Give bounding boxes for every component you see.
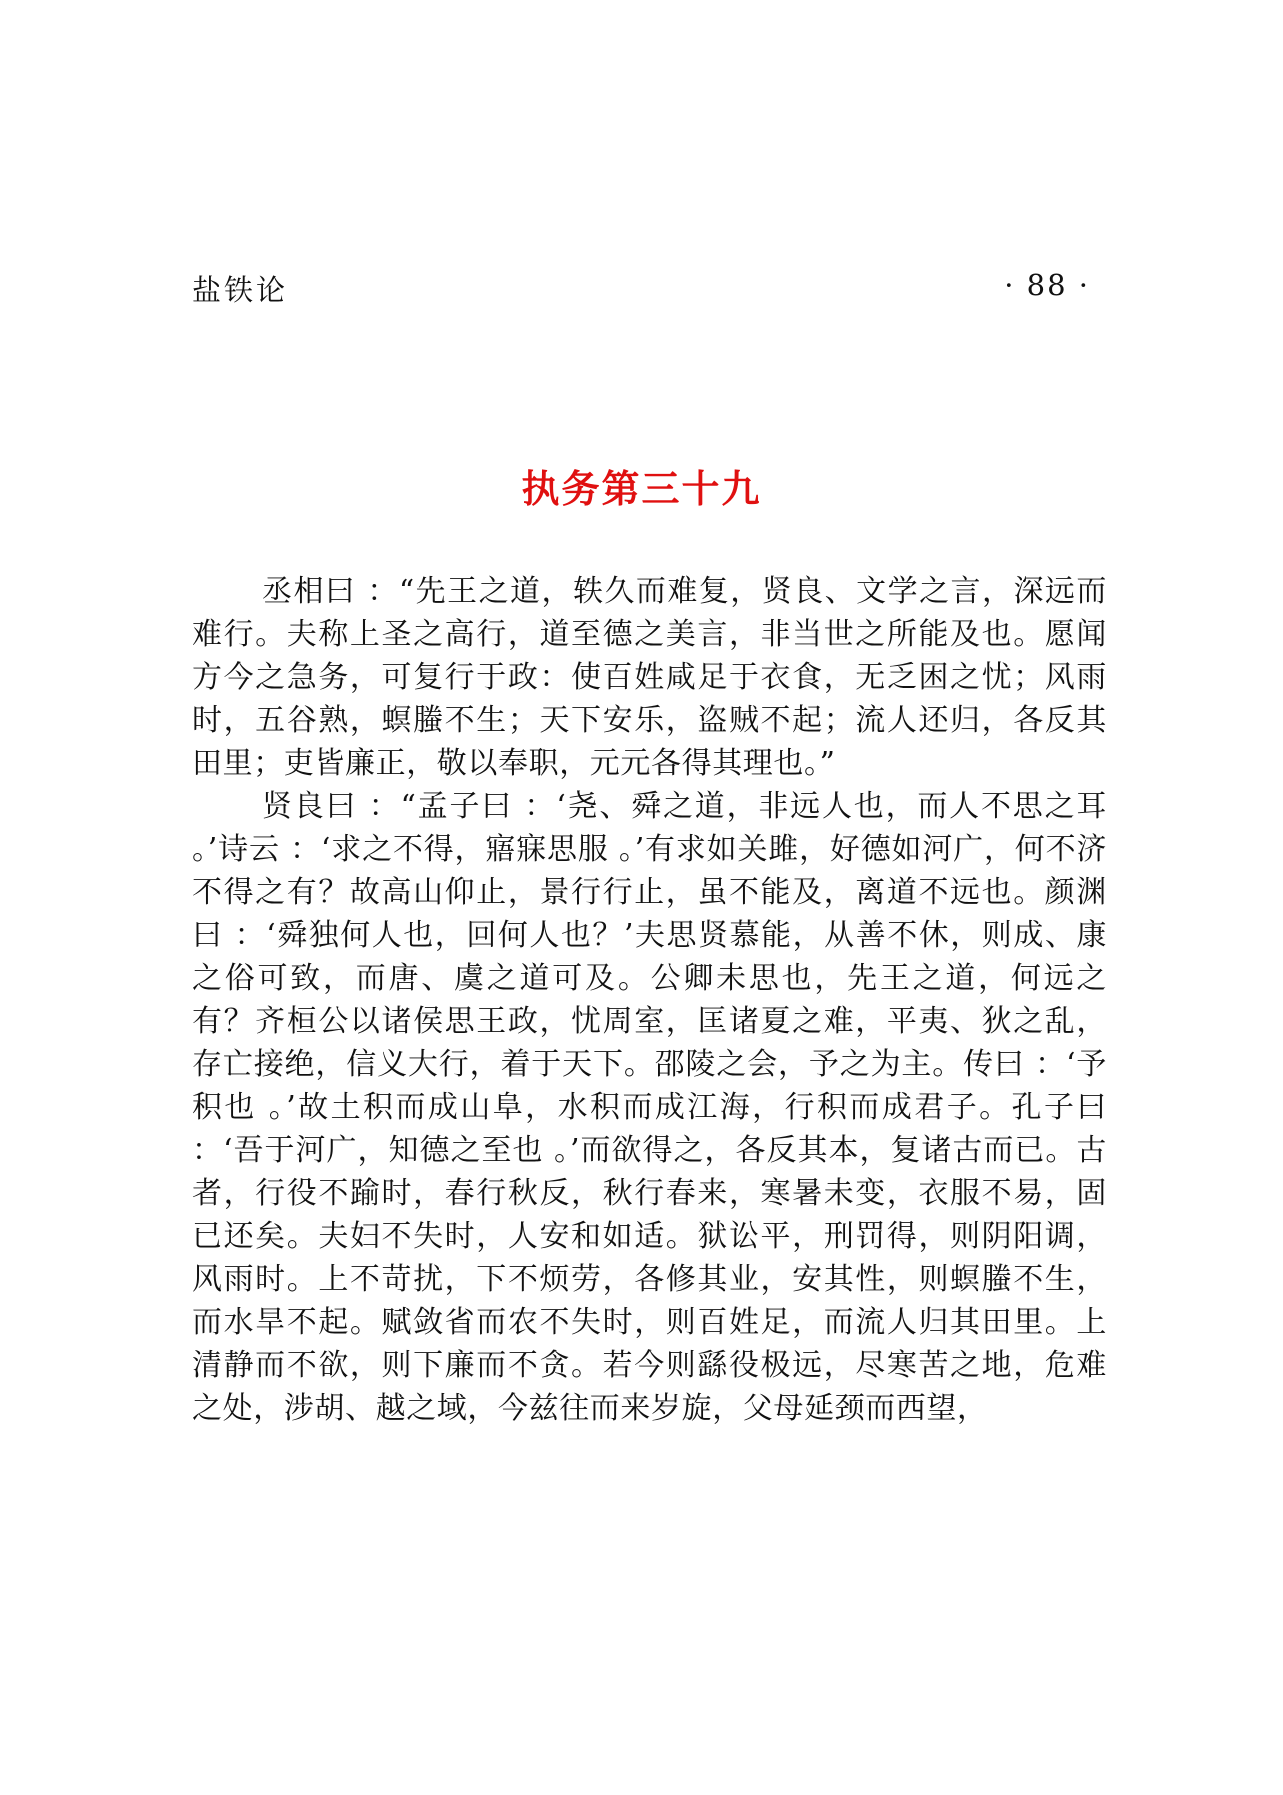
paragraph-worthies: 贤良曰 ：“孟子曰 ：‘尧、舜之道，非远人也，而人不思之耳 。’诗云 ：‘求之不得，寤寐思服 。’有求如关雎，好德如河广，何不济不得之有？故高山仰止，景行行止，虽不能及，离道不远也。颜渊曰 ：‘舜独何人也，回何人也？’夫思贤慕能，从善不休，则成、康之俗可致，而唐、虞之道可及。公卿未思也，先王之道，何远之有？齐桓公以诸侯思王政，忧周室，匡诸夏之难，平夷、狄之乱，存亡接绝，信义大行，着于天下。邵陵之会，予之为主。传曰 ：‘予积也 。’故土积而成山阜，水积而成江海，行积而成君子。孔子曰 ：‘吾于河广，知德之至也 。’而欲得之，各反其本，复诸古而已。古者，行役不踰时，春行秋反，秋行春来，寒暑未变，衣服不易，固已还矣。夫妇不失时，人安和如适。狱讼平，刑罚得，则阴阳调，风雨时。上不苛扰，下不烦劳，各修其业，安其性，则螟螣不生，而水旱不起。赋敛省而农不失时，则百姓足，而流人归其田里。上清静而不欲，则下廉而不贪。若今则繇役极远，尽寒苦之地，危难之处，涉胡、越之域，今兹往而来岁旋，父母延颈而西望， bbox=[192, 789, 1107, 1426]
page-number: · 88 · bbox=[1004, 268, 1090, 302]
running-header bbox=[192, 268, 1090, 308]
body-text bbox=[192, 570, 1107, 1430]
paragraph-chancellor: 丞相曰 ：“先王之道，轶久而难复，贤良、文学之言，深远而难行。夫称上圣之高行，道至德之美言，非当世之所能及也。愿闻方今之急务，可复行于政：使百姓咸足于衣食，无乏困之忧；风雨时，五谷熟，螟螣不生；天下安乐，盗贼不起；流人还归，各反其田里；吏皆廉正，敬以奉职，元元各得其理也。” bbox=[192, 574, 1107, 781]
chapter-title: 执务第三十九 bbox=[521, 467, 762, 511]
book-title: 盐铁论 bbox=[192, 273, 289, 307]
